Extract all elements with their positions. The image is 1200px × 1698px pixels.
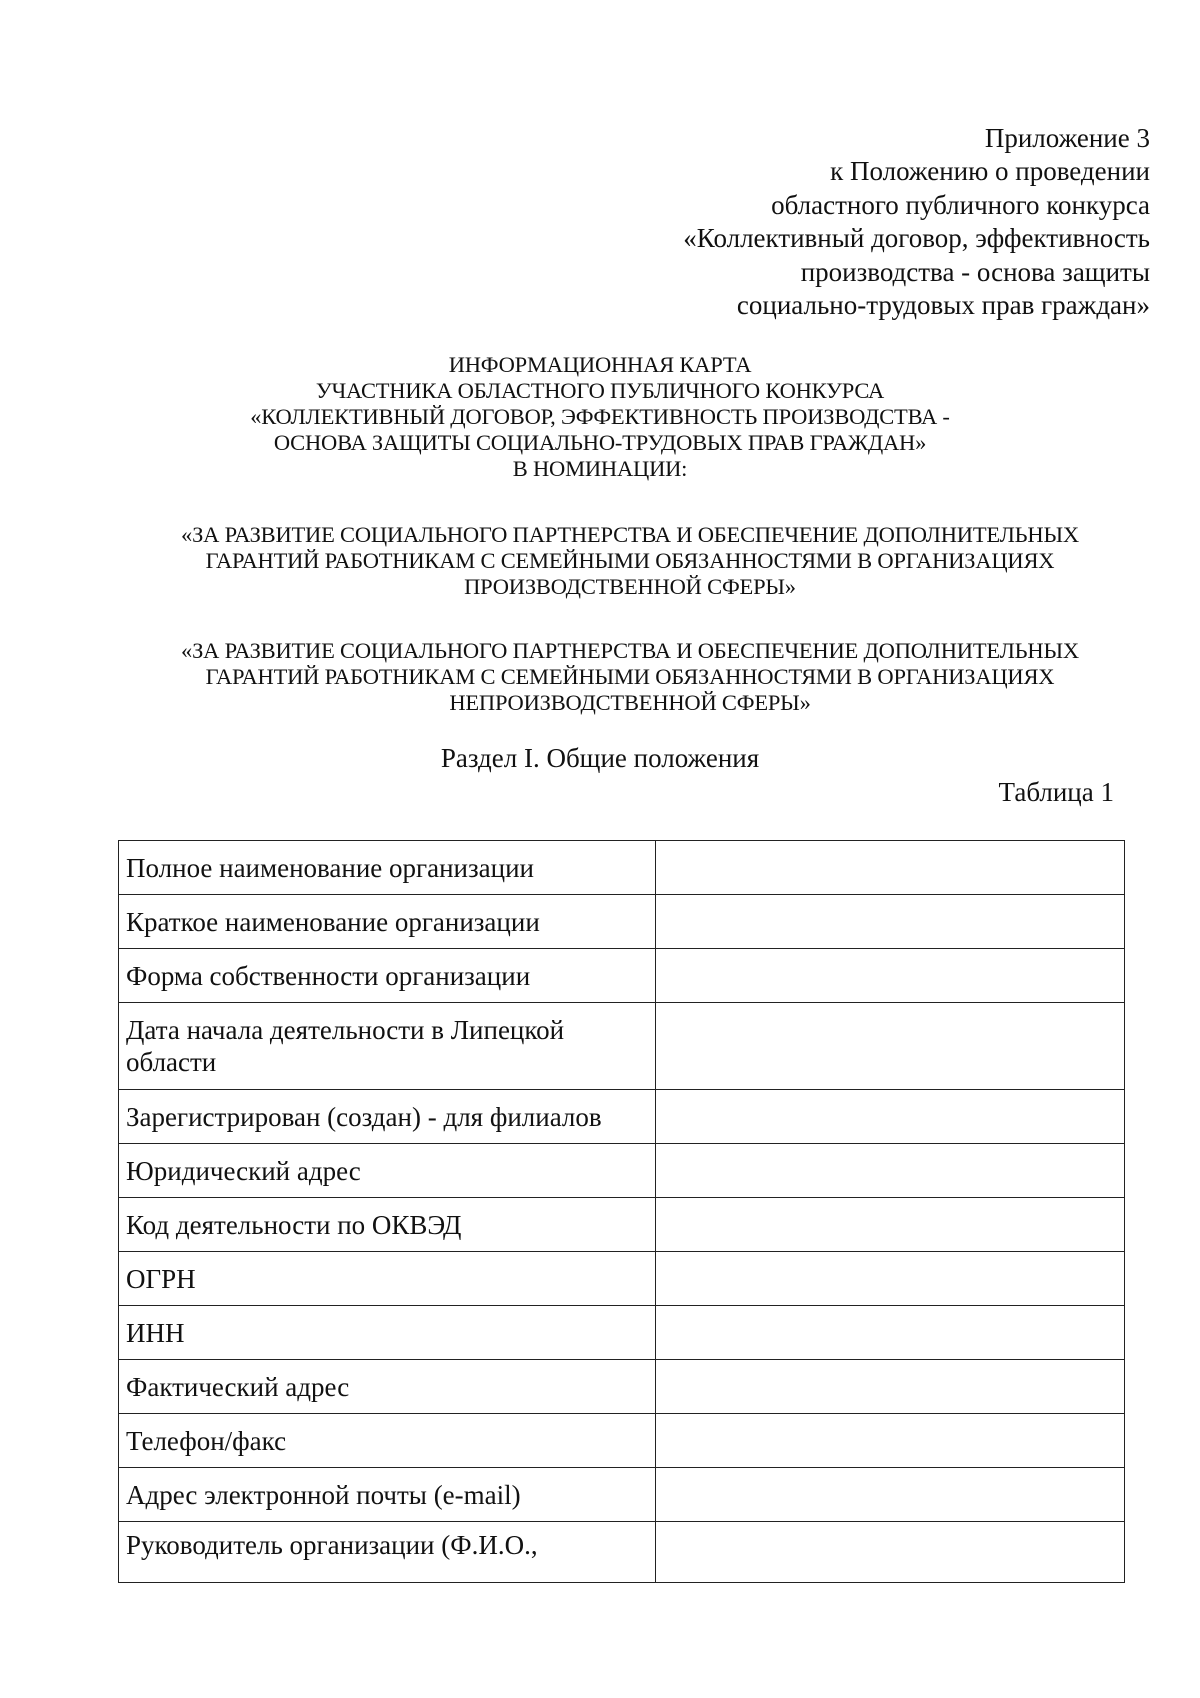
nomination-non-production [120, 638, 1140, 716]
row-value-cell[interactable] [656, 1090, 1125, 1144]
row-label: Форма собственности организации [119, 949, 656, 1003]
row-label: Телефон/факс [119, 1414, 656, 1468]
row-value-cell[interactable] [656, 1252, 1125, 1306]
row-value-cell[interactable] [656, 1003, 1125, 1090]
row-value-cell[interactable] [656, 1198, 1125, 1252]
appendix-reference [530, 122, 1150, 322]
appendix-line: к Положению о проведении [830, 156, 1150, 187]
document-title [0, 352, 1200, 482]
nomination-line: ПРОИЗВОДСТВЕННОЙ СФЕРЫ» [464, 574, 796, 599]
row-label: ИНН [119, 1306, 656, 1360]
table-row [119, 1144, 1125, 1198]
row-label: ОГРН [119, 1252, 656, 1306]
appendix-line: Приложение 3 [984, 123, 1150, 153]
row-label: Код деятельности по ОКВЭД [119, 1198, 656, 1252]
row-value-cell[interactable] [656, 1522, 1125, 1583]
row-label: Юридический адрес [119, 1144, 656, 1198]
row-value-cell[interactable] [656, 1306, 1125, 1360]
table-row [119, 1522, 1125, 1583]
nomination-line: НЕПРОИЗВОДСТВЕННОЙ СФЕРЫ» [449, 690, 811, 715]
row-label: Руководитель организации (Ф.И.О., [119, 1522, 656, 1583]
row-value-cell[interactable] [656, 1468, 1125, 1522]
table-row [119, 1360, 1125, 1414]
nomination-production [120, 522, 1140, 600]
appendix-line: социально-трудовых прав граждан» [736, 290, 1150, 321]
title-line: ОСНОВА ЗАЩИТЫ СОЦИАЛЬНО-ТРУДОВЫХ ПРАВ ГРАЖДАН» [273, 430, 927, 455]
table-row [119, 1252, 1125, 1306]
general-info-table [118, 840, 1125, 1583]
title-line: В НОМИНАЦИИ: [512, 456, 688, 481]
row-label: Краткое наименование организации [119, 895, 656, 949]
table-label: Таблица 1 [998, 777, 1114, 807]
row-label: Фактический адрес [119, 1360, 656, 1414]
table-row [119, 1003, 1125, 1090]
table-row [119, 1306, 1125, 1360]
table-row [119, 1090, 1125, 1144]
row-label: Дата начала деятельности в Липецкой области [119, 1003, 656, 1090]
row-value-cell[interactable] [656, 1360, 1125, 1414]
table-row [119, 1198, 1125, 1252]
nomination-line: «ЗА РАЗВИТИЕ СОЦИАЛЬНОГО ПАРТНЕРСТВА И ОБЕСПЕЧЕНИЕ ДОПОЛНИТЕЛЬНЫХ [181, 638, 1079, 663]
title-line: ИНФОРМАЦИОННАЯ КАРТА [448, 352, 752, 377]
appendix-line: «Коллективный договор, эффективность [683, 223, 1150, 254]
row-value-cell[interactable] [656, 1414, 1125, 1468]
title-line: УЧАСТНИКА ОБЛАСТНОГО ПУБЛИЧНОГО КОНКУРСА [315, 378, 885, 403]
title-line: «КОЛЛЕКТИВНЫЙ ДОГОВОР, ЭФФЕКТИВНОСТЬ ПРОИЗВОДСТВА - [250, 404, 950, 429]
nomination-line: ГАРАНТИЙ РАБОТНИКАМ С СЕМЕЙНЫМИ ОБЯЗАННОСТЯМИ В ОРГАНИЗАЦИЯХ [205, 664, 1055, 689]
row-label: Адрес электронной почты (e-mail) [119, 1468, 656, 1522]
appendix-line: производства - основа защиты [800, 256, 1150, 287]
nomination-line: «ЗА РАЗВИТИЕ СОЦИАЛЬНОГО ПАРТНЕРСТВА И ОБЕСПЕЧЕНИЕ ДОПОЛНИТЕЛЬНЫХ [181, 522, 1079, 547]
table-row [119, 1414, 1125, 1468]
row-label: Зарегистрирован (создан) - для филиалов [119, 1090, 656, 1144]
appendix-line: областного публичного конкурса [771, 189, 1150, 220]
row-value-cell[interactable] [656, 841, 1125, 895]
row-value-cell[interactable] [656, 949, 1125, 1003]
table-row [119, 1468, 1125, 1522]
section-title: Раздел I. Общие положения [440, 743, 760, 773]
row-value-cell[interactable] [656, 1144, 1125, 1198]
table-row [119, 841, 1125, 895]
row-label: Полное наименование организации [119, 841, 656, 895]
nomination-line: ГАРАНТИЙ РАБОТНИКАМ С СЕМЕЙНЫМИ ОБЯЗАННОСТЯМИ В ОРГАНИЗАЦИЯХ [205, 548, 1055, 573]
table-row [119, 949, 1125, 1003]
table-row [119, 895, 1125, 949]
row-value-cell[interactable] [656, 895, 1125, 949]
